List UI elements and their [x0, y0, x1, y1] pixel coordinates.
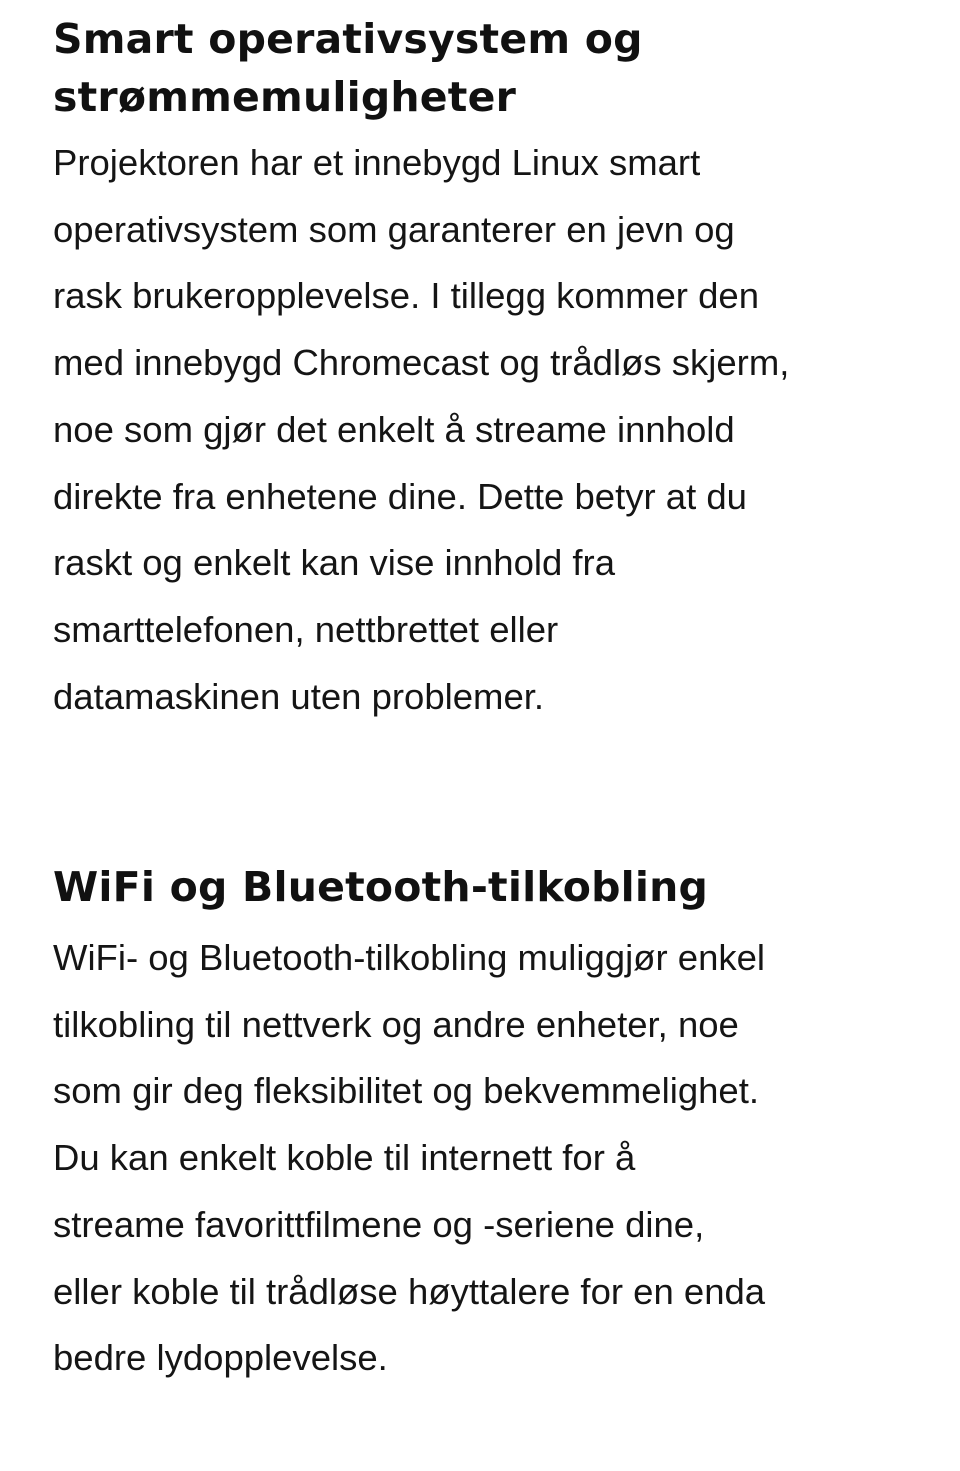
section-heading-wrap — [53, 0, 913, 126]
section-heading — [53, 858, 913, 916]
section-smart-os — [53, 0, 913, 730]
heading-line: WiFi og Bluetooth-tilkobling — [53, 863, 709, 911]
heading-line: strømmemuligheter — [53, 73, 517, 121]
paragraph-line: Projektoren har et innebygd Linux smart — [53, 142, 701, 183]
article-content — [53, 0, 913, 1379]
paragraph-line: med innebygd Chromecast og trådløs skjerm, — [53, 342, 790, 384]
paragraph-line: eller koble til trådløse høyttalere for en enda — [53, 1270, 766, 1312]
paragraph-line: direkte fra enhetene dine. Dette betyr at du — [53, 475, 747, 517]
heading-line: Smart operativsystem og — [53, 15, 643, 63]
section-heading — [53, 10, 913, 126]
paragraph-line: datamaskinen uten problemer. — [53, 675, 545, 717]
paragraph-line: bedre lydopplevelse. — [53, 1337, 388, 1379]
paragraph-line: WiFi- og Bluetooth-tilkobling muliggjør enkel — [53, 937, 766, 978]
paragraph-line: smarttelefonen, nettbrettet eller — [53, 608, 559, 650]
section-wifi-bluetooth — [53, 858, 913, 1392]
paragraph-line: rask brukeropplevelse. I tillegg kommer den — [53, 275, 759, 317]
section-paragraph — [53, 925, 913, 1392]
paragraph-line: raskt og enkelt kan vise innhold fra — [53, 542, 616, 584]
paragraph-line: Du kan enkelt koble til internett for å — [53, 1137, 636, 1179]
paragraph-line: operativsystem som garanterer en jevn og — [53, 208, 735, 250]
paragraph-line: noe som gjør det enkelt å streame innhold — [53, 408, 735, 450]
paragraph-line: tilkobling til nettverk og andre enheter, noe — [53, 1003, 739, 1045]
paragraph-line: streame favorittfilmene og -seriene dine, — [53, 1203, 705, 1245]
paragraph-line: som gir deg fleksibilitet og bekvemmelighet. — [53, 1070, 759, 1112]
section-paragraph — [53, 130, 913, 730]
